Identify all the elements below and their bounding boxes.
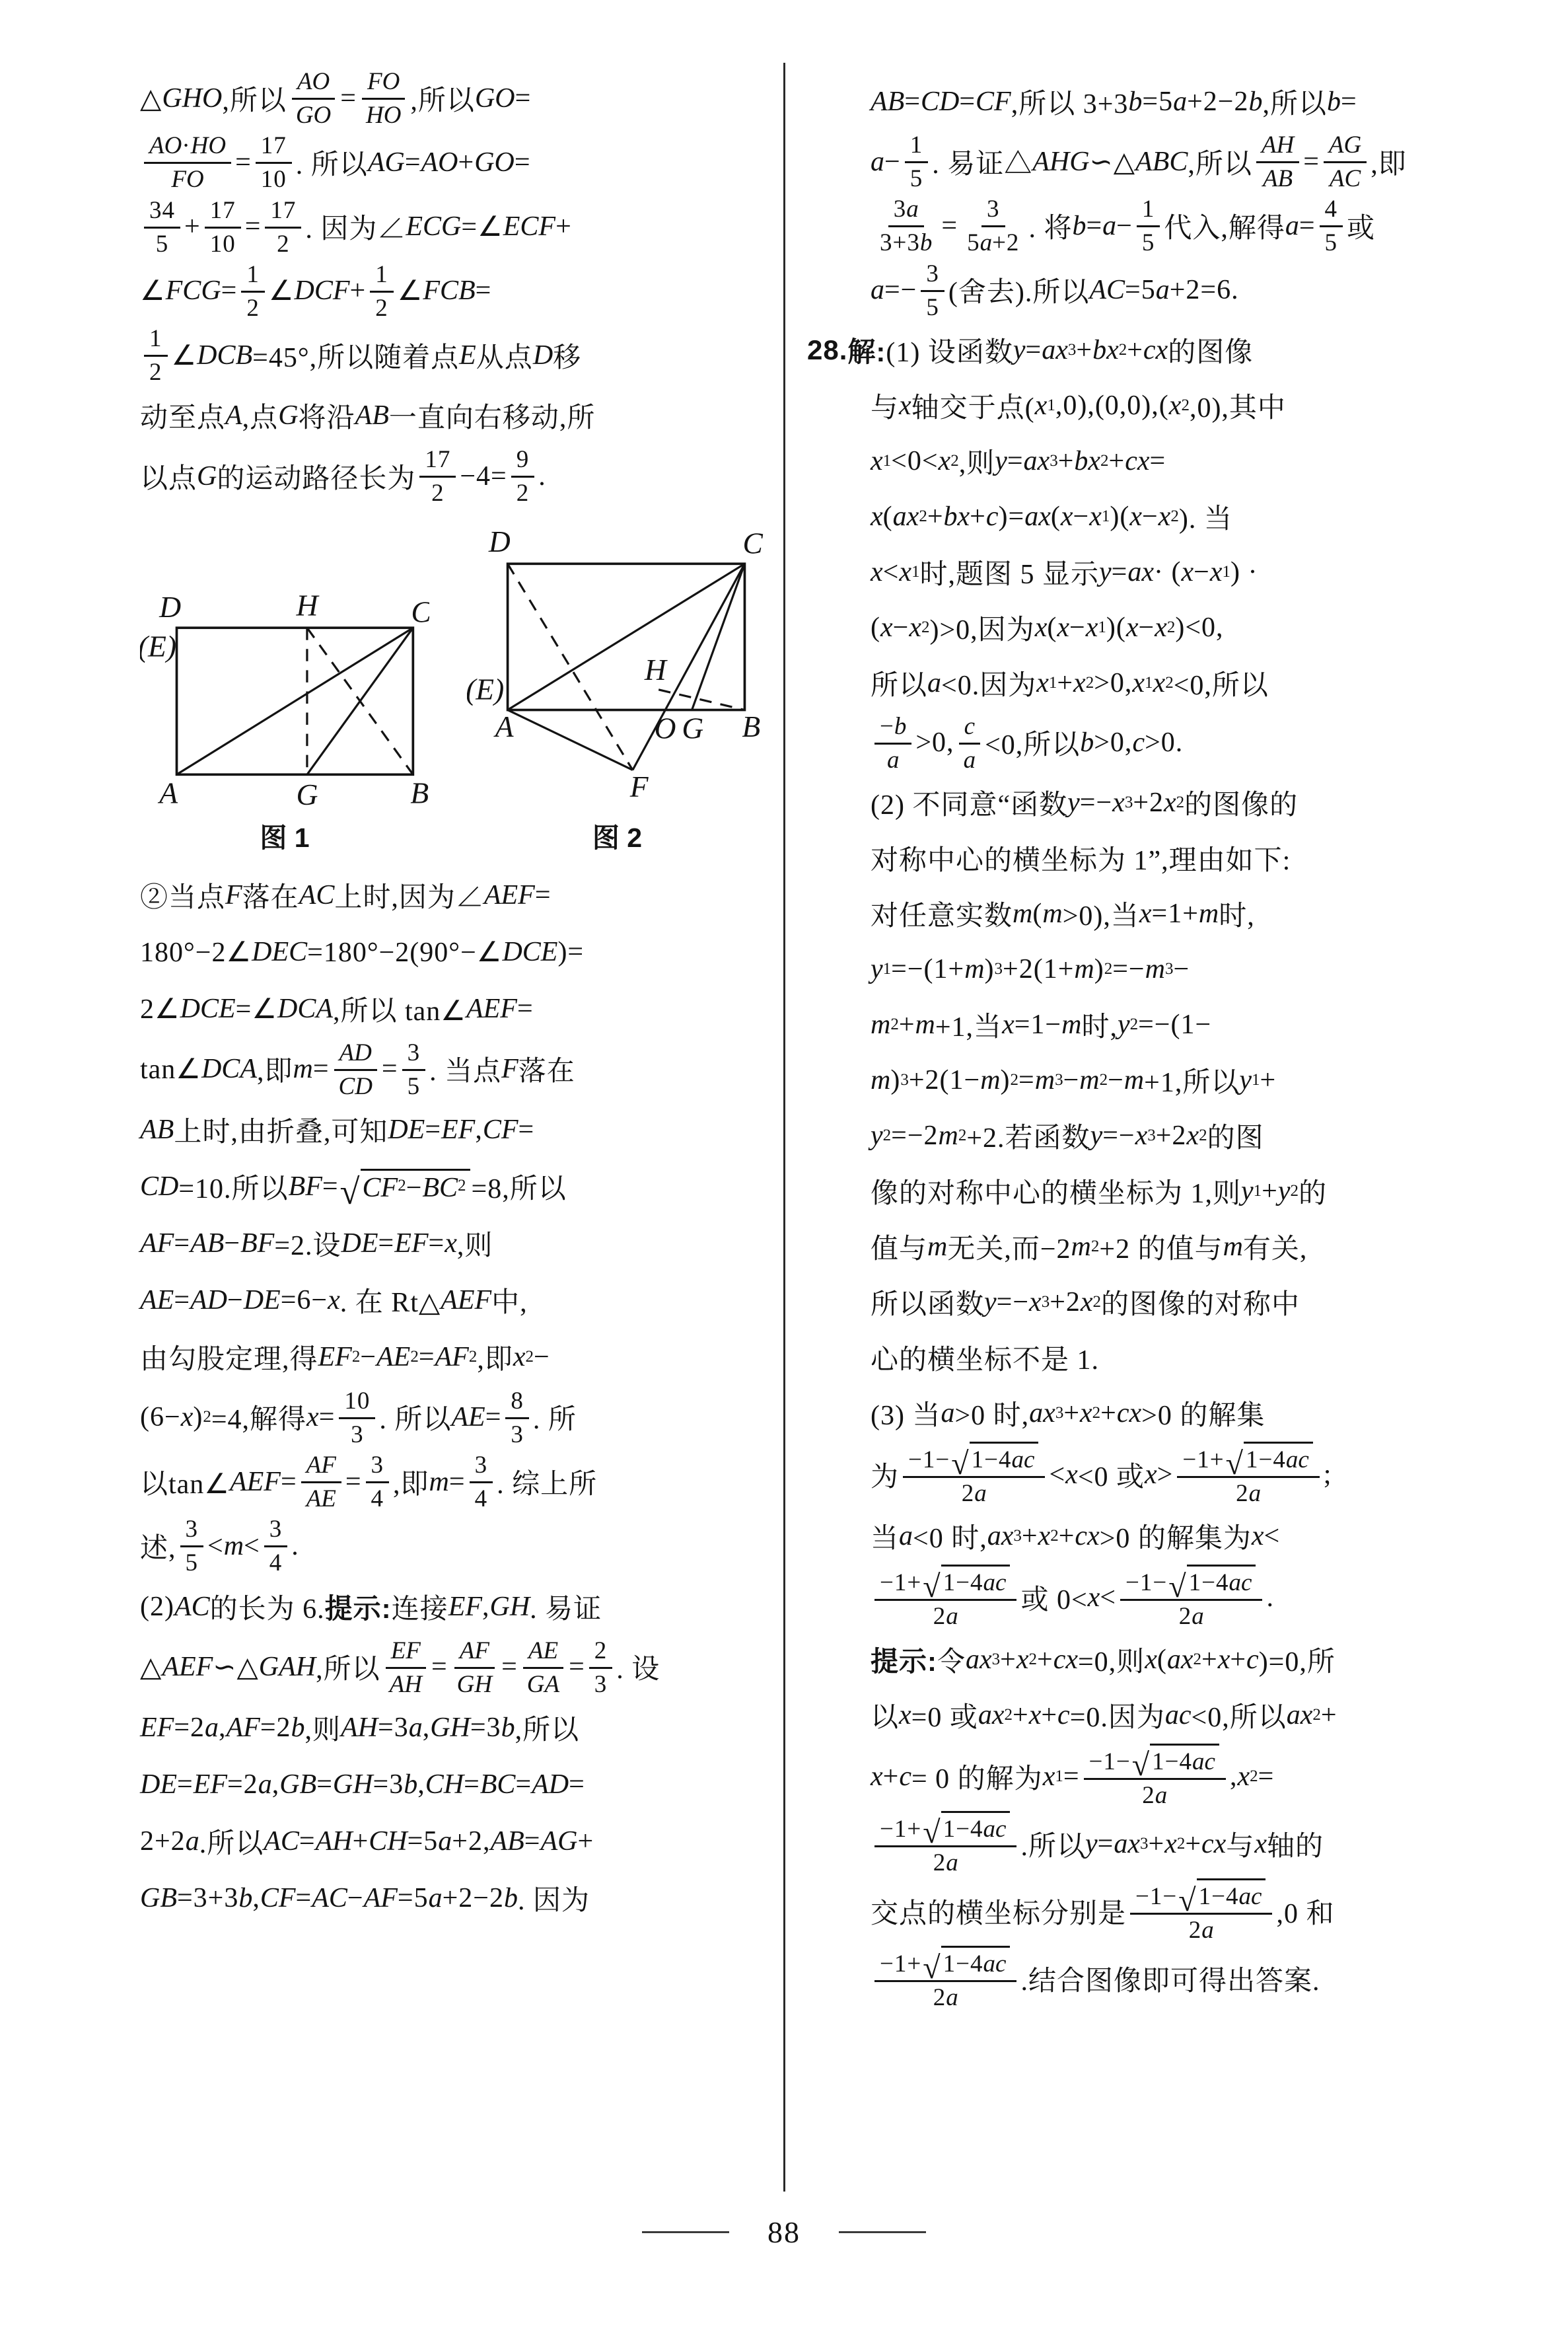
figure-1-drawing bbox=[140, 583, 429, 807]
fig1-line-AC bbox=[177, 628, 413, 774]
text-line: 所以 a <0.因为 x 1 + x 2 >0, x 1 x 2 <0,所以 bbox=[871, 667, 1269, 701]
text-line: △ AEF ∽△ GAH ,所以 EF AH = AF GH = AE GA = 2 3 . 设 bbox=[140, 1635, 767, 1699]
fig2-label-O: O bbox=[654, 711, 676, 745]
fig1-label-G: G bbox=[296, 777, 318, 807]
fig1-label-C: C bbox=[411, 595, 429, 629]
fig1-label-B: B bbox=[410, 775, 429, 807]
fig2-label-A: A bbox=[495, 709, 514, 743]
text-line: −1+ √ 1−4ac 2 a .所以 y = ax 3 + x 2 + cx 与 x 轴的 bbox=[871, 1810, 1514, 1878]
text-line: 当 a <0 时, ax 3 + x 2 + cx >0 的解集为 x < bbox=[871, 1521, 1281, 1555]
fig1-label-A: A bbox=[159, 775, 178, 807]
text-line: ( x − x 2 )>0,因为 x ( x − x 1 )( x − x 2 )<0, bbox=[871, 612, 1224, 646]
text-line: AB 上时,由折叠,可知 DE = EF , CF = bbox=[140, 1114, 535, 1148]
text-line: (3) 当 a >0 时, ax 3 + x 2 + cx >0 的解集 bbox=[871, 1398, 1265, 1431]
text-line: 对任意实数 m ( m >0),当 x =1+ m 时, bbox=[871, 899, 1255, 932]
text-line: ②当点 F 落在 AC 上时,因为∠ AEF = bbox=[140, 879, 552, 913]
fig2-label-H: H bbox=[644, 652, 666, 686]
text-line: 3 a 3+3 b = 3 5 a +2 . 将 b = a − 1 5 代入,解得 a = 4 5 或 bbox=[871, 194, 1514, 258]
figure-1 bbox=[140, 583, 429, 855]
fig1-label-E: (E) bbox=[140, 628, 177, 663]
footer-dash-right bbox=[839, 2231, 926, 2233]
column-divider bbox=[783, 63, 785, 2192]
text-line: −1+ √ 1−4ac 2 a .结合图像即可得出答案. bbox=[871, 1945, 1514, 2012]
text-line: AE = AD − DE =6− x . 在 Rt△ AEF 中, bbox=[140, 1284, 528, 1318]
text-line: ∠ FCG = 1 2 ∠ DCF + 1 2 ∠ FCB = bbox=[140, 259, 767, 323]
text-line: 2+2 a .所以 AC = AH + CH =5 a +2, AB = AG + bbox=[140, 1826, 594, 1859]
text-line: 180°−2∠ DEC =180°−2(90°−∠ DCE )= bbox=[140, 936, 585, 968]
text-line: CD =10.所以 BF = √ $CF^2-BC^2$ =8,所以 bbox=[140, 1158, 767, 1215]
text-line: 2∠ DCE =∠ DCA ,所以 tan∠ AEF = bbox=[140, 993, 534, 1027]
page-number: 88 bbox=[767, 2215, 801, 2249]
fig1-label-H: H bbox=[296, 588, 318, 622]
fig2-label-E: (E) bbox=[467, 672, 505, 706]
text-line: 与 x 轴交于点( x 1 ,0),(0,0),( x 2 ,0),其中 bbox=[871, 390, 1286, 424]
text-line: y 1 =−(1+ m ) 3 +2(1+ m ) 2 =− m 3 − bbox=[871, 954, 1190, 984]
figure-2 bbox=[467, 527, 767, 855]
text-line: AB = CD = CF ,所以 3+3 b =5 a +2−2 b ,所以 b = bbox=[871, 87, 1357, 120]
text-line: 提示: 令 ax 3 + x 2 + cx =0,则 x ( ax 2 + x + c )=0,所 bbox=[871, 1644, 1336, 1678]
text-line: 所以函数 y =− x 3 +2 x 2 的图像的对称中 bbox=[871, 1287, 1301, 1320]
text-line: x + c = 0 的解为 x 1 = −1− √ 1−4ac 2 a , x 2 = bbox=[871, 1743, 1514, 1810]
figure-2-drawing bbox=[467, 527, 767, 807]
text-line: DE = EF =2 a , GB = GH =3 b , CH = BC = AD = bbox=[140, 1769, 585, 1800]
text-line: (6− x ) 2 =4,解得 x = 10 3 . 所以 AE = 8 3 . 所 bbox=[140, 1385, 767, 1450]
fig2-line-AC bbox=[508, 564, 745, 710]
text-line: △ GHO ,所以 AO GO = FO HO ,所以 GO = bbox=[140, 66, 767, 130]
text-line: 34 5 + 17 10 = 17 2 . 因为∠ ECG =∠ ECF + bbox=[140, 195, 767, 259]
text-line: 像的对称中心的横坐标为 1,则 y 1 + y 2 的 bbox=[871, 1176, 1328, 1209]
text-line: x 1 <0< x 2 ,则 y = ax 3 + bx 2 + cx = bbox=[871, 445, 1166, 479]
text-line: AF = AB − BF =2.设 DE = EF = x ,则 bbox=[140, 1228, 493, 1261]
fig2-label-F: F bbox=[629, 769, 649, 803]
left-text-block-bottom bbox=[140, 867, 767, 1927]
figures-row bbox=[140, 527, 767, 855]
figure-1-caption: 图 1 bbox=[260, 822, 310, 853]
text-line: tan∠ DCA ,即 m = AD CD = 3 5 . 当点 F 落在 bbox=[140, 1037, 767, 1101]
text-line: x < x 1 时,题图 5 显示 y = ax · ( x − x 1 ) · bbox=[871, 556, 1258, 590]
footer-dash-left bbox=[642, 2231, 729, 2233]
text-line: (2) 不同意“函数 y =− x 3 +2 x 2 的图像的 bbox=[871, 788, 1299, 821]
text-line: 为 −1− √ 1−4ac 2 a < x <0 或 x > −1+ √ 1−4ac 2 a ; bbox=[871, 1441, 1514, 1508]
text-line: y 2 =−2 m 2 +2.若函数 y =− x 3 +2 x 2 的图 bbox=[871, 1121, 1264, 1154]
fig2-label-G: G bbox=[682, 711, 704, 745]
fig2-label-C: C bbox=[742, 527, 763, 560]
text-line: −1+ √ 1−4ac 2 a 或 0< x < −1− √ 1−4ac 2 a . bbox=[871, 1564, 1514, 1631]
text-line: 1 2 ∠ DCB =45°,所以随着点 E 从点 D 移 bbox=[140, 323, 767, 387]
text-line: 对称中心的横坐标为 1”,理由如下: bbox=[871, 846, 1291, 876]
text-line: 交点的横坐标分别是 −1− √ 1−4ac 2 a ,0 和 bbox=[871, 1878, 1514, 1945]
text-line: x ( ax 2 + bx + c )= ax ( x − x 1 )( x − x 2 ). 当 bbox=[871, 501, 1232, 535]
page-footer bbox=[0, 2215, 1568, 2250]
text-line: 述, 3 5 < m < 3 4 . bbox=[140, 1514, 767, 1578]
text-line: 以点 G 的运动路径长为 17 2 −4= 9 2 . bbox=[140, 444, 767, 508]
problem-28-solution bbox=[807, 322, 1514, 2013]
text-line: m 2 + m +1,当 x =1− m 时, y 2 =−(1− bbox=[871, 1010, 1212, 1043]
fig2-label-B: B bbox=[742, 709, 761, 743]
right-text-block-intro bbox=[871, 74, 1514, 322]
text-line: 28. 解: (1) 设函数 y = ax 3 + bx 2 + cx 的图像 bbox=[807, 334, 1254, 368]
text-line: (2) AC 的长为 6. 提示: 连接 EF , GH . 易证 bbox=[140, 1591, 602, 1625]
left-column bbox=[140, 66, 767, 1927]
text-line: 心的横坐标不是 1. bbox=[871, 1345, 1100, 1376]
text-line: 以 x =0 或 ax 2 + x + c =0.因为 ac <0,所以 ax 2 + bbox=[871, 1699, 1337, 1733]
text-line: 值与 m 无关,而−2 m 2 +2 的值与 m 有关, bbox=[871, 1232, 1308, 1265]
fig2-line-AF bbox=[508, 710, 633, 770]
fig1-label-D: D bbox=[159, 589, 182, 624]
text-line: AO · HO FO = 17 10 . 所以 AG = AO + GO = bbox=[140, 130, 767, 194]
right-column bbox=[807, 74, 1514, 2013]
figure-2-caption: 图 2 bbox=[592, 822, 643, 853]
text-line: m ) 3 +2(1− m ) 2 = m 3 − m 2 − m +1,所以 y 1 + bbox=[871, 1065, 1277, 1098]
text-line: 动至点 A ,点 G 将沿 AB 一直向右移动,所 bbox=[140, 400, 596, 434]
text-line: GB =3+3 b , CF = AC − AF =5 a +2−2 b . 因为 bbox=[140, 1882, 590, 1916]
text-line: a − 1 5 . 易证△ AHG ∽△ ABC ,所以 AH AB = AG AC ,即 bbox=[871, 129, 1514, 194]
text-line: 以tan∠ AEF = AF AE = 3 4 ,即 m = 3 4 . 综上所 bbox=[140, 1450, 767, 1514]
fig2-line-GC bbox=[692, 564, 745, 710]
fig2-label-D: D bbox=[488, 527, 511, 558]
text-line: − b a >0, c a <0,所以 b >0, c >0. bbox=[871, 711, 1514, 775]
text-line: a =− 3 5 (舍去).所以 AC =5 a +2=6. bbox=[871, 258, 1514, 322]
left-text-block-top bbox=[140, 66, 767, 509]
text-line: EF =2 a , AF =2 b ,则 AH =3 a , GH =3 b ,所以 bbox=[140, 1712, 580, 1746]
text-line: 由勾股定理,得 EF 2 − AE 2 = AF 2 ,即 x 2 − bbox=[140, 1341, 550, 1375]
